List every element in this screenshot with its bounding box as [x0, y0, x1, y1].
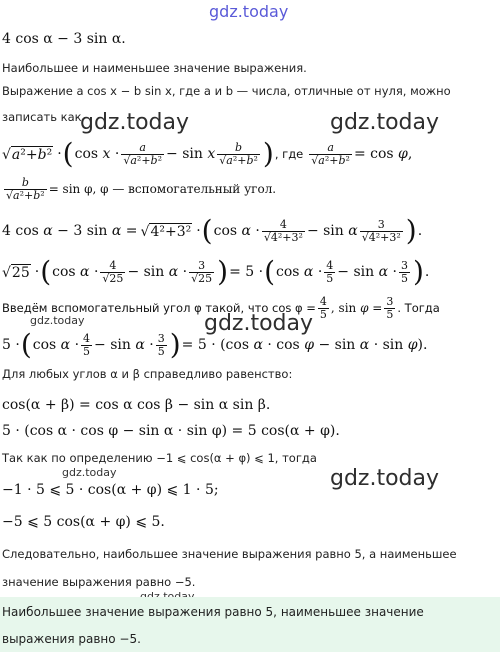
- introduce-text: Введём вспомогательный угол φ такой, что cos φ =: [2, 301, 316, 315]
- where-label: , где: [274, 147, 304, 161]
- introduce-line: Введём вспомогательный угол φ такой, что cos φ = $\frac{4}{5}$ , sin φ = $\frac{3}{5}$ . Тогда: [2, 294, 440, 321]
- answer-box: [0, 597, 500, 652]
- intro-line-2: записать как: [2, 110, 82, 124]
- intro-line-1: Выражение a cos x − b sin x, где a и b — числа, отличные от нуля, можно: [2, 84, 451, 98]
- watermark: gdz.today: [330, 110, 440, 135]
- answer-line-2: выражения равно −5.: [2, 632, 141, 646]
- aux-angle-text: = sin φ, φ — вспомогательный угол.: [48, 182, 277, 196]
- rewrite-line: 4 cos α − 3 sin α = √4²+3² · ( cos α · $\frac{4}{\text{√4²+3²}}$ − sin α $\frac{3}{\text{√4²+3²}}$ ) .: [2, 213, 423, 247]
- answer-line-1: Наибольшее значение выражения равно 5, наименьшее значение: [2, 605, 424, 619]
- watermark-top: gdz.today: [209, 2, 289, 21]
- substitute-line: 5 · ( cos α · $\frac{4}{5}$ − sin α · $\frac{3}{5}$ ) = 5 · (cos α · cos φ − sin α · sin φ).: [2, 327, 428, 361]
- then-text: . Тогда: [397, 301, 440, 315]
- conclusion-line-1: Следовательно, наибольшее значение выражения равно 5, а наименьшее: [2, 547, 457, 561]
- watermark: gdz.today: [204, 311, 314, 336]
- watermark-small: gdz.today: [62, 466, 117, 479]
- heading: Наибольшее и наименьшее значение выражения.: [2, 61, 307, 75]
- cos-sum-identity: cos(α + β) = cos α cos β − sin α sin β.: [2, 397, 271, 413]
- expression: 4 cos α − 3 sin α.: [2, 31, 126, 47]
- watermark: gdz.today: [330, 466, 440, 491]
- inequality-2: −5 ⩽ 5 cos(α + φ) ⩽ 5.: [2, 514, 165, 530]
- for-all-angles: Для любых углов α и β справедливо равенство:: [2, 367, 293, 381]
- watermark-small: gdz.today: [30, 314, 85, 327]
- aux-angle-line: $\frac{b}{\text{√a²+b²}}$ = sin φ, φ — вспомогательный угол.: [6, 175, 277, 202]
- conclusion-line-2: значение выражения равно −5.: [2, 575, 196, 589]
- watermark: gdz.today: [80, 110, 190, 135]
- simplify-line: √25 · ( cos α · $\frac{4}{√25}$ − sin α · $\frac{3}{√25}$ ) = 5 · ( cos α · $\frac{4}{5}$ − sin α · $\frac{3}{5}$ ) .: [2, 254, 430, 288]
- definition-line: Так как по определению −1 ⩽ cos(α + φ) ⩽ 1, тогда: [2, 451, 317, 465]
- inequality-1: −1 · 5 ⩽ 5 · cos(α + φ) ⩽ 1 · 5;: [2, 482, 219, 498]
- general-formula: √a²+b² · ( cos x · $\frac{a}{\text{√a²+b²}}$ − sin x $\frac{b}{\text{√a²+b²}}$ ) , где $\frac{a}{\text{√a²+b²}}$ = cos φ,: [2, 136, 413, 170]
- five-cos-line: 5 · (cos α · cos φ − sin α · sin φ) = 5 cos(α + φ).: [2, 423, 340, 439]
